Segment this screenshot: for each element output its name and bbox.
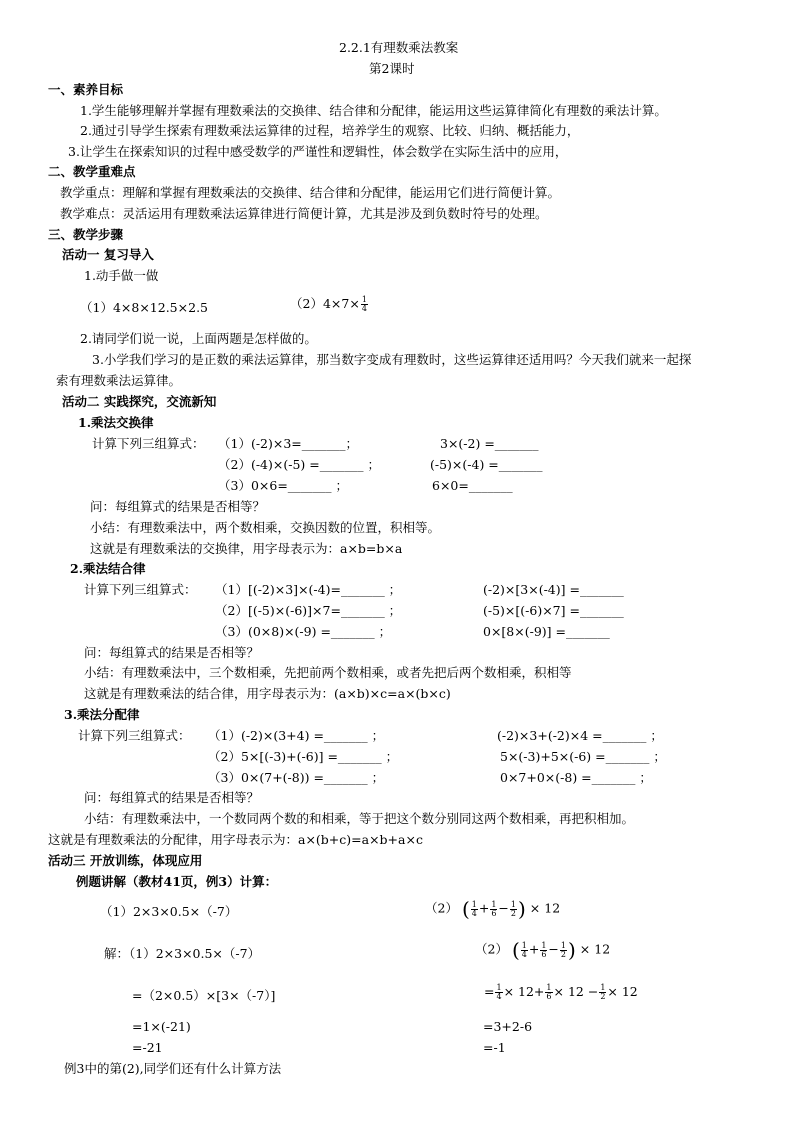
associative-row-1-right: (-2)×[3×(-4)] =_______ bbox=[483, 582, 624, 597]
solution-1-step-1: =（2×0.5）×[3×（-7）] bbox=[132, 988, 276, 1003]
solution-2-step-1: = $\frac{1}{4}$ × 12+ $\frac{1}{6}$ × 12 − $\frac{1}{2}$ × 12 bbox=[484, 983, 638, 1001]
activity-1-item-2: 2.请同学们说一说，上面两题是怎样做的。 bbox=[80, 331, 317, 346]
commutative-law: 这就是有理数乘法的交换律，用字母表示为：a×b=b×a bbox=[90, 541, 403, 556]
distributive-row-3-left: （3）0×(7+(-8)) =_______ ； bbox=[208, 770, 385, 785]
associative-law-title: 2.乘法结合律 bbox=[70, 561, 146, 576]
commutative-row-3-right: 6×0=_______ bbox=[432, 478, 513, 493]
footer-question: 例3中的第(2),同学们还有什么计算方法 bbox=[64, 1061, 282, 1076]
commutative-row-1-right: 3×(-2) =_______ bbox=[440, 436, 539, 451]
section-heading-key-points: 二、教学重难点 bbox=[48, 164, 136, 179]
distributive-row-1-right: (-2)×3+(-2)×4 =_______ ； bbox=[497, 728, 663, 743]
activity-1-title: 活动一 复习导入 bbox=[62, 247, 154, 262]
distributive-question: 问：每组算式的结果是否相等？ bbox=[84, 790, 260, 805]
associative-row-3-right: 0×[8×(-9)] =_______ bbox=[483, 624, 610, 639]
activity-3-title: 活动三 开放训练，体现应用 bbox=[48, 853, 203, 868]
commutative-summary: 小结：有理数乘法中，两个数相乘，交换因数的位置，积相等。 bbox=[90, 520, 441, 535]
commutative-row-3-left: （3）0×6=_______ ； bbox=[218, 478, 349, 493]
associative-row-2-left: （2）[(-5)×(-6)]×7=_______ ； bbox=[215, 603, 402, 618]
commutative-law-title: 1.乘法交换律 bbox=[78, 415, 154, 430]
associative-law: 这就是有理数乘法的结合律，用字母表示为：(a×b)×c=a×(b×c) bbox=[84, 686, 451, 701]
associative-row-1-left: （1）[(-2)×3]×(-4)=_______ ； bbox=[215, 582, 402, 597]
example-question-2: （2） ( $\frac{1}{4}$ + $\frac{1}{6}$ − $\frac{1}{2}$ ) × 12 bbox=[425, 897, 561, 921]
example-question-1: （1）2×3×0.5×（-7） bbox=[100, 904, 238, 919]
commutative-row-2-right: (-5)×(-4) =_______ bbox=[430, 457, 543, 472]
solution-1-label: 解：（1）2×3×0.5×（-7） bbox=[104, 946, 261, 961]
distributive-law: 这就是有理数乘法的分配律，用字母表示为：a×(b+c)=a×b+a×c bbox=[48, 832, 423, 847]
commutative-lead: 计算下列三组算式： bbox=[92, 436, 205, 451]
solution-2-step-2: =3+2-6 bbox=[483, 1019, 533, 1034]
activity-1-item-3-line-1: 3.小学我们学习的是正数的乘法运算律，那当数字变成有理数时，这些运算律还适用吗？今天我们就来一起探 bbox=[92, 352, 692, 367]
distributive-summary: 小结：有理数乘法中，一个数同两个数的和相乘，等于把这个数分别同这两个数相乘，再把积相加。 bbox=[84, 811, 635, 826]
page-subtitle: 第2课时 bbox=[369, 61, 415, 76]
activity-2-title: 活动二 实践探究，交流新知 bbox=[62, 394, 217, 409]
distributive-row-1-left: （1）(-2)×(3+4) =_______ ； bbox=[208, 728, 385, 743]
exercise-1: （1）4×8×12.5×2.5 bbox=[80, 300, 208, 315]
solution-1-step-2: =1×(-21) bbox=[132, 1019, 191, 1034]
commutative-question: 问：每组算式的结果是否相等？ bbox=[90, 499, 266, 514]
fraction-one-quarter: $\frac{1}{4}$ bbox=[361, 295, 367, 313]
associative-question: 问：每组算式的结果是否相等？ bbox=[84, 645, 260, 660]
distributive-row-3-right: 0×7+0×(-8) =_______ ； bbox=[500, 770, 652, 785]
commutative-row-1-left: （1）(-2)×3=_______； bbox=[218, 436, 359, 451]
exercise-2-prefix: （2）4×7× bbox=[290, 296, 360, 311]
key-point: 教学重点：理解和掌握有理数乘法的交换律、结合律和分配律，能运用它们进行简便计算。 bbox=[60, 185, 561, 200]
distributive-lead: 计算下列三组算式： bbox=[78, 728, 191, 743]
solution-2-step-3: =-1 bbox=[483, 1040, 506, 1055]
solution-2-expression: （2） ( $\frac{1}{4}$ + $\frac{1}{6}$ − $\frac{1}{2}$ ) × 12 bbox=[475, 938, 611, 962]
associative-summary: 小结：有理数乘法中，三个数相乘，先把前两个数相乘，或者先把后两个数相乘，积相等 bbox=[84, 665, 572, 680]
solution-1-step-3: =-21 bbox=[132, 1040, 163, 1055]
distributive-row-2-left: （2）5×[(-3)+(-6)] =_______ ； bbox=[208, 749, 399, 764]
page-title: 2.2.1有理数乘法教案 bbox=[339, 40, 459, 55]
goal-1: 1.学生能够理解并掌握有理数乘法的交换律、结合律和分配律，能运用这些运算律简化有理数的乘法计算。 bbox=[80, 103, 667, 118]
exercise-2 bbox=[290, 296, 369, 313]
associative-row-2-right: (-5)×[(-6)×7] =_______ bbox=[483, 603, 624, 618]
difficult-point: 教学难点：灵活运用有理数乘法运算律进行简便计算，尤其是涉及到负数时符号的处理。 bbox=[60, 206, 548, 221]
example-heading: 例题讲解（教材41页，例3）计算： bbox=[76, 874, 278, 889]
distributive-row-2-right: 5×(-3)+5×(-6) =_______ ； bbox=[500, 749, 666, 764]
distributive-law-title: 3.乘法分配律 bbox=[64, 707, 140, 722]
goal-2: 2.通过引导学生探索有理数乘法运算律的过程，培养学生的观察、比较、归纳、概括能力， bbox=[80, 123, 580, 138]
activity-1-item-1: 1.动手做一做 bbox=[84, 268, 159, 283]
commutative-row-2-left: （2）(-4)×(-5) =_______ ； bbox=[218, 457, 380, 472]
section-heading-goals: 一、素养目标 bbox=[48, 82, 124, 97]
activity-1-item-3-line-2: 索有理数乘法运算律。 bbox=[56, 373, 182, 388]
section-heading-steps: 三、教学步骤 bbox=[48, 227, 124, 242]
associative-row-3-left: （3）(0×8)×(-9) =_______ ； bbox=[215, 624, 392, 639]
associative-lead: 计算下列三组算式： bbox=[84, 582, 197, 597]
goal-3: 3.让学生在探索知识的过程中感受数学的严谨性和逻辑性，体会数学在实际生活中的应用， bbox=[68, 144, 568, 159]
